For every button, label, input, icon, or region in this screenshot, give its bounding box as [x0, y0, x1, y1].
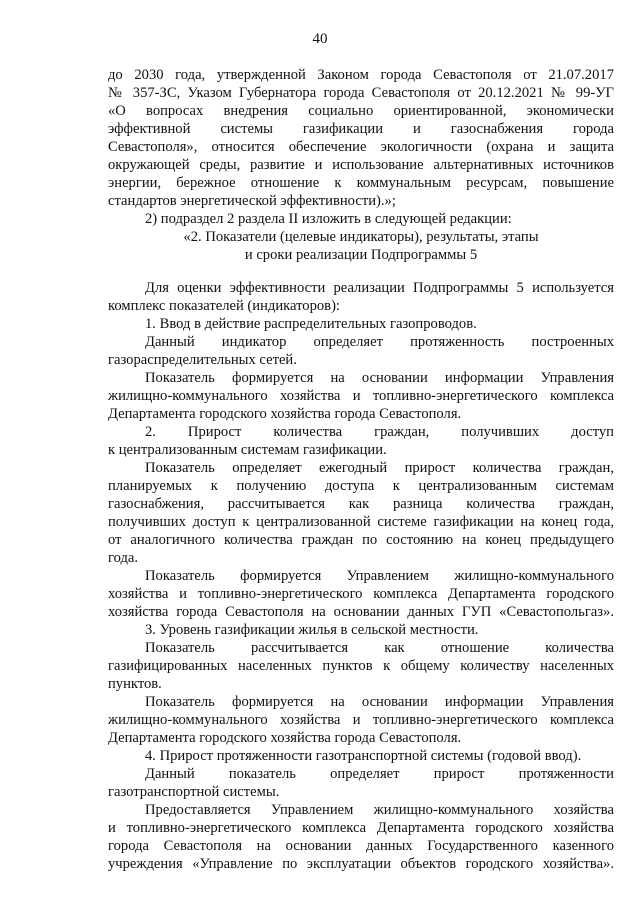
text-line: хозяйства города Севастополя на основании данных ГУП «Севастопольгаз». — [108, 604, 614, 620]
text-line: «2. Показатели (целевые индикаторы), результаты, этапы — [183, 229, 539, 245]
text-line: газифицированных населенных пунктов к общему количеству населенных — [108, 658, 614, 674]
text-line: и топливно-энергетического комплекса Департамента городского хозяйства — [108, 820, 614, 836]
text-line: 2. Прирост количества граждан, получивших доступ — [145, 424, 614, 440]
text-line: хозяйства и топливно-энергетического комплекса Департамента городского — [108, 586, 614, 602]
text-line: 4. Прирост протяженности газотранспортной системы (годовой ввод). — [145, 748, 582, 764]
text-line: комплекс показателей (индикаторов): — [108, 298, 340, 314]
text-line: газотранспортной системы. — [108, 784, 280, 800]
text-line: города Севастополя на основании данных Государственного казенного — [108, 838, 614, 854]
text-line: Показатель определяет ежегодный прирост количества граждан, — [145, 460, 614, 476]
text-line: планируемых к получению доступа к централизованным системам — [108, 478, 614, 494]
text-line: энергии, бережное отношение к коммунальным ресурсам, повышение — [108, 175, 614, 191]
text-line: Севастополя», относится обеспечение экологичности (охрана и защита — [108, 139, 614, 155]
text-line: от аналогичного количества граждан по состоянию на конец предыдущего — [108, 532, 614, 548]
text-line: 2) подраздел 2 раздела II изложить в следующей редакции: — [145, 211, 512, 227]
text-line: Показатель формируется на основании информации Управления — [145, 694, 614, 710]
text-line: «О вопросах внедрения социально ориентированной, экономически — [108, 103, 614, 119]
text-line: жилищно-коммунального хозяйства и топливно-энергетического комплекса — [108, 388, 614, 404]
page-number: 40 — [312, 31, 328, 47]
text-line: Для оценки эффективности реализации Подпрограммы 5 используется — [145, 280, 614, 296]
text-line: жилищно-коммунального хозяйства и топливно-энергетического комплекса — [108, 712, 614, 728]
text-line: стандартов энергетической эффективности).»; — [108, 193, 396, 209]
text-line: Предоставляется Управлением жилищно-коммунального хозяйства — [145, 802, 614, 818]
text-line: пунктов. — [108, 676, 162, 692]
text-line: до 2030 года, утвержденной Законом города Севастополя от 21.07.2017 — [108, 67, 614, 83]
text-line: газораспределительных сетей. — [108, 352, 297, 368]
text-line: Данный индикатор определяет протяженность построенных — [145, 334, 614, 350]
text-line: Показатель рассчитывается как отношение количества — [145, 640, 614, 656]
text-line: получивших доступ к централизованной системе газификации на конец года, — [108, 514, 614, 530]
text-line: и сроки реализации Подпрограммы 5 — [244, 247, 478, 263]
text-line: 3. Уровень газификации жилья в сельской местности. — [145, 622, 479, 638]
text-line: Департамента городского хозяйства города Севастополя. — [108, 406, 462, 422]
text-line: Департамента городского хозяйства города Севастополя. — [108, 730, 462, 746]
text-line: года. — [108, 550, 139, 566]
text-line: окружающей среды, развитие и использование альтернативных источников — [108, 157, 614, 173]
text-line: Показатель формируется Управлением жилищно-коммунального — [145, 568, 614, 584]
text-line: к централизованным системам газификации. — [108, 442, 387, 458]
text-line: 1. Ввод в действие распределительных газопроводов. — [145, 316, 477, 332]
text-line: № 357-ЗС, Указом Губернатора города Севастополя от 20.12.2021 № 99-УГ — [108, 85, 614, 101]
text-line: учреждения «Управление по эксплуатации объектов городского хозяйства». — [108, 856, 614, 872]
text-line: эффективной системы газификации и газоснабжения города — [108, 121, 614, 137]
text-line: Данный показатель определяет прирост протяженности — [145, 766, 614, 782]
text-line: Показатель формируется на основании информации Управления — [145, 370, 614, 386]
text-line: газоснабжения, рассчитывается как разница количества граждан, — [108, 496, 614, 512]
